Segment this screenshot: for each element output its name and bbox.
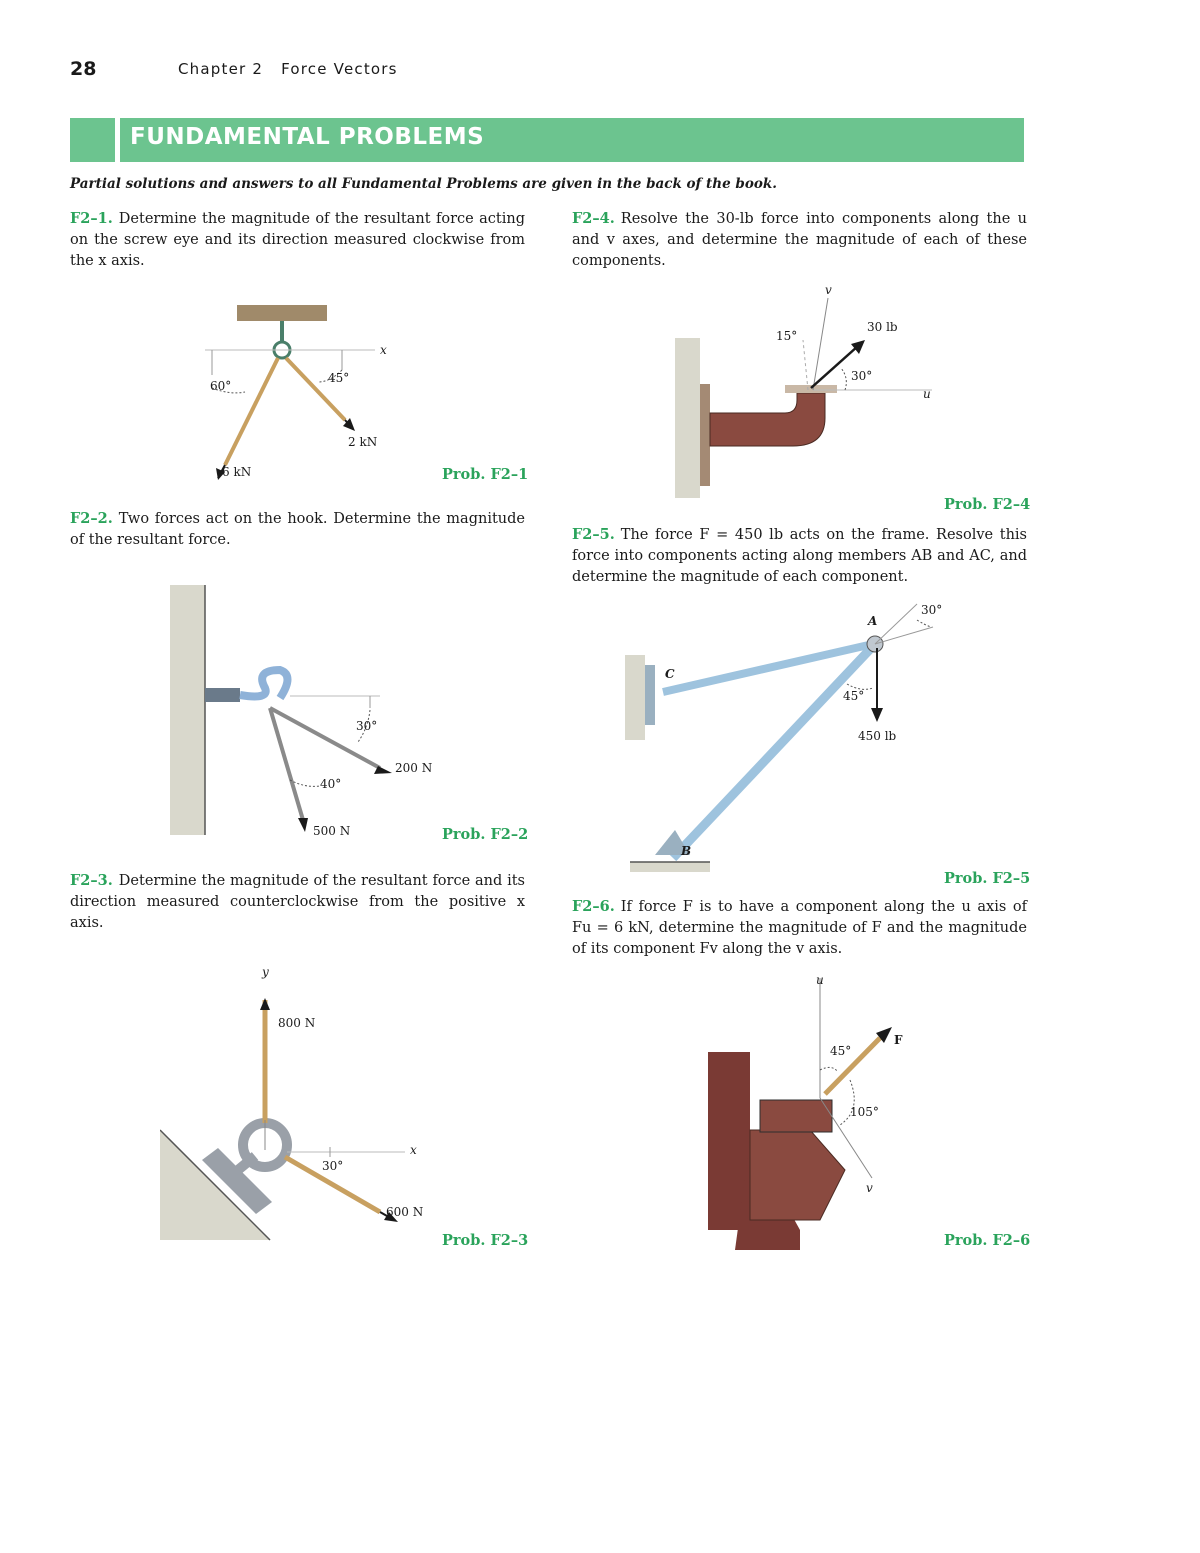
prob-label-f2-6: Prob. F2–6 bbox=[944, 1232, 1031, 1249]
arrowhead bbox=[871, 708, 883, 722]
y-axis-label: y bbox=[262, 965, 269, 979]
u-axis-label: u bbox=[816, 973, 824, 987]
v-axis-label: v bbox=[825, 283, 832, 297]
figure-f2-1 bbox=[190, 300, 410, 485]
chapter-number: Chapter 2 bbox=[178, 60, 264, 78]
support-c bbox=[645, 665, 655, 725]
problem-f2-3 bbox=[70, 870, 525, 934]
prob-label-f2-2: Prob. F2–2 bbox=[442, 826, 529, 843]
prob-label-f2-4: Prob. F2–4 bbox=[944, 496, 1031, 513]
figure-f2-6 bbox=[700, 970, 930, 1255]
force-label-450lb: 450 lb bbox=[858, 729, 897, 743]
cable-2kn bbox=[286, 358, 345, 420]
problem-text: Determine the magnitude of the resultant force and its direction measured counterclockwise from the positive x axis. bbox=[70, 873, 525, 931]
problem-number: F2–6. bbox=[572, 898, 615, 915]
angle-label-45: 45° bbox=[830, 1044, 852, 1058]
problem-text: Two forces act on the hook. Determine the magnitude of the resultant force. bbox=[70, 511, 525, 548]
ceiling-support bbox=[237, 305, 327, 321]
problem-number: F2–3. bbox=[70, 872, 113, 889]
problem-f2-6 bbox=[572, 896, 1027, 960]
force-label-500n: 500 N bbox=[313, 824, 351, 838]
section-title: FUNDAMENTAL PROBLEMS bbox=[130, 124, 485, 150]
angle-label-30: 30° bbox=[851, 369, 873, 383]
hook bbox=[240, 670, 288, 698]
arrowhead bbox=[260, 998, 270, 1010]
angle-label-105: 105° bbox=[850, 1105, 879, 1119]
member-ab bbox=[673, 644, 875, 858]
arrowhead bbox=[298, 818, 308, 832]
problem-number: F2–5. bbox=[572, 526, 615, 543]
problem-number: F2–4. bbox=[572, 210, 615, 227]
ground bbox=[630, 862, 710, 872]
problem-text: The force F = 450 lb acts on the frame. Resolve this force into components acting along members AB and AC, and determine the magnitude of each component. bbox=[572, 527, 1027, 585]
angle-label-30: 30° bbox=[356, 719, 378, 733]
angle-label-30: 30° bbox=[921, 603, 943, 617]
prob-label-f2-3: Prob. F2–3 bbox=[442, 1232, 529, 1249]
gusset-plate bbox=[750, 1130, 845, 1220]
force-label-200n: 200 N bbox=[395, 761, 433, 775]
mounting-plate bbox=[700, 384, 710, 486]
chapter-title: Force Vectors bbox=[281, 60, 398, 78]
bracket-cap bbox=[785, 385, 837, 393]
angle-arc bbox=[820, 1067, 838, 1072]
prob-label-f2-1: Prob. F2–1 bbox=[442, 466, 529, 483]
v-axis-label: v bbox=[866, 1181, 873, 1195]
problem-number: F2–1. bbox=[70, 210, 113, 227]
force-label-30lb: 30 lb bbox=[867, 320, 898, 334]
angle-label-30: 30° bbox=[322, 1159, 344, 1173]
figure-f2-4 bbox=[675, 278, 955, 498]
force-label-2kn: 2 kN bbox=[348, 435, 378, 449]
u-axis-label: u bbox=[923, 387, 931, 401]
point-label-c: C bbox=[665, 667, 675, 681]
force-label-600n: 600 N bbox=[386, 1205, 424, 1219]
point-label-b: B bbox=[681, 844, 692, 858]
intro-note: Partial solutions and answers to all Fundamental Problems are given in the back of the book. bbox=[70, 176, 777, 192]
problem-number: F2–2. bbox=[70, 510, 113, 527]
angle-label-45: 45° bbox=[328, 371, 350, 385]
problem-text: Determine the magnitude of the resultant force acting on the screw eye and its direction measured clockwise from the x axis. bbox=[70, 211, 525, 269]
vertical-ref bbox=[803, 340, 808, 390]
cable-6kn bbox=[225, 358, 278, 465]
problem-f2-1 bbox=[70, 208, 525, 272]
figure-f2-2 bbox=[170, 580, 470, 850]
force-label-6kn: 6 kN bbox=[222, 465, 252, 479]
prob-label-f2-5: Prob. F2–5 bbox=[944, 870, 1031, 887]
angle-label-15: 15° bbox=[776, 329, 798, 343]
angle-arc bbox=[917, 620, 931, 627]
figure-f2-5 bbox=[625, 600, 965, 875]
problem-text: If force F is to have a component along the u axis of Fu = 6 kN, determine the magnitude of F and the magnitude of its component Fv along the v axis. bbox=[572, 899, 1027, 957]
angle-arc bbox=[841, 368, 846, 390]
problem-f2-2 bbox=[70, 508, 525, 551]
banner-accent-block bbox=[70, 118, 115, 162]
page-number: 28 bbox=[70, 58, 97, 80]
force-label-800n: 800 N bbox=[278, 1016, 316, 1030]
wall bbox=[675, 338, 700, 498]
bracket bbox=[710, 393, 825, 446]
problem-f2-5 bbox=[572, 524, 1027, 588]
angle-label-40: 40° bbox=[320, 777, 342, 791]
wall bbox=[625, 655, 645, 740]
force-label-f: F bbox=[894, 1033, 903, 1047]
point-label-a: A bbox=[868, 614, 878, 628]
wall bbox=[170, 585, 205, 835]
problem-f2-4 bbox=[572, 208, 1027, 272]
problem-text: Resolve the 30-lb force into components along the u and v axes, and determine the magnitude of each of these components. bbox=[572, 211, 1027, 269]
angle-label-45: 45° bbox=[843, 689, 865, 703]
x-axis-label: x bbox=[380, 343, 387, 357]
chapter-heading bbox=[178, 60, 398, 78]
bracket-plate bbox=[760, 1100, 832, 1132]
hook-thread bbox=[205, 688, 240, 702]
x-axis-label: x bbox=[410, 1143, 417, 1157]
angle-label-60: 60° bbox=[210, 379, 232, 393]
figure-f2-3 bbox=[160, 960, 440, 1255]
